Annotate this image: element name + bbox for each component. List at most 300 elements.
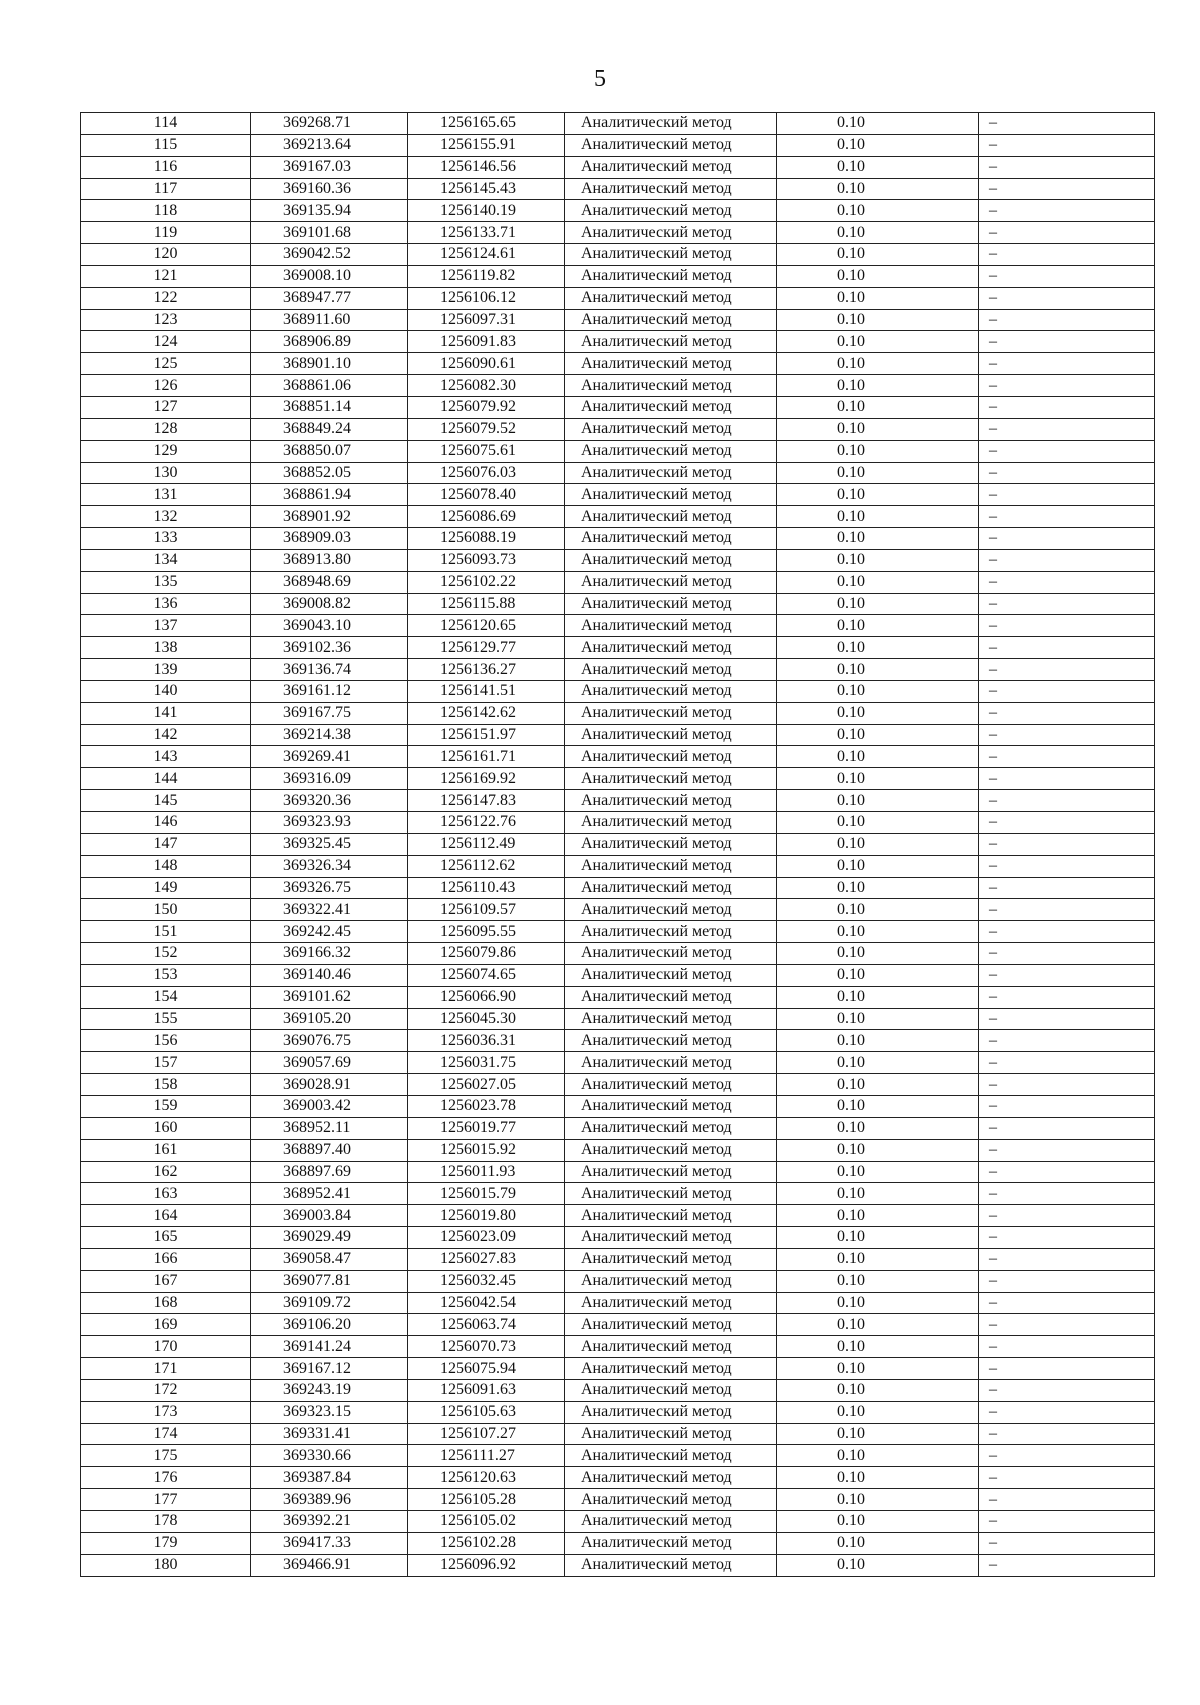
error-cell: 0.10: [777, 899, 979, 921]
point-number-cell: 177: [81, 1489, 251, 1511]
y-coordinate-cell: 1256136.27: [408, 659, 565, 681]
y-coordinate-cell: 1256097.31: [408, 309, 565, 331]
y-coordinate-cell: 1256078.40: [408, 484, 565, 506]
y-coordinate-cell: 1256112.62: [408, 855, 565, 877]
x-coordinate-cell: 369102.36: [251, 637, 408, 659]
x-coordinate-cell: 369387.84: [251, 1467, 408, 1489]
method-cell: Аналитический метод: [565, 615, 777, 637]
x-coordinate-cell: 368897.40: [251, 1139, 408, 1161]
x-coordinate-cell: 368897.69: [251, 1161, 408, 1183]
y-coordinate-cell: 1256110.43: [408, 877, 565, 899]
point-number-cell: 167: [81, 1270, 251, 1292]
table-row: [81, 659, 1155, 681]
page-number: 5: [594, 66, 606, 92]
y-coordinate-cell: 1256079.86: [408, 943, 565, 965]
x-coordinate-cell: 368901.10: [251, 353, 408, 375]
point-number-cell: 144: [81, 768, 251, 790]
table-row: [81, 331, 1155, 353]
point-number-cell: 154: [81, 986, 251, 1008]
y-coordinate-cell: 1256133.71: [408, 222, 565, 244]
note-cell: –: [979, 1489, 1155, 1511]
y-coordinate-cell: 1256155.91: [408, 134, 565, 156]
point-number-cell: 122: [81, 287, 251, 309]
y-coordinate-cell: 1256122.76: [408, 812, 565, 834]
error-cell: 0.10: [777, 1292, 979, 1314]
table-row: [81, 964, 1155, 986]
point-number-cell: 180: [81, 1554, 251, 1576]
y-coordinate-cell: 1256042.54: [408, 1292, 565, 1314]
point-number-cell: 145: [81, 790, 251, 812]
table-row: [81, 1467, 1155, 1489]
error-cell: 0.10: [777, 1183, 979, 1205]
table-row: [81, 1161, 1155, 1183]
point-number-cell: 179: [81, 1532, 251, 1554]
note-cell: –: [979, 506, 1155, 528]
x-coordinate-cell: 369167.75: [251, 702, 408, 724]
point-number-cell: 132: [81, 506, 251, 528]
method-cell: Аналитический метод: [565, 244, 777, 266]
error-cell: 0.10: [777, 1205, 979, 1227]
y-coordinate-cell: 1256112.49: [408, 833, 565, 855]
point-number-cell: 164: [81, 1205, 251, 1227]
point-number-cell: 159: [81, 1095, 251, 1117]
table-row: [81, 833, 1155, 855]
note-cell: –: [979, 418, 1155, 440]
point-number-cell: 125: [81, 353, 251, 375]
y-coordinate-cell: 1256102.22: [408, 571, 565, 593]
method-cell: Аналитический метод: [565, 593, 777, 615]
x-coordinate-cell: 369076.75: [251, 1030, 408, 1052]
note-cell: –: [979, 1030, 1155, 1052]
error-cell: 0.10: [777, 1554, 979, 1576]
x-coordinate-cell: 368913.80: [251, 549, 408, 571]
error-cell: 0.10: [777, 1227, 979, 1249]
table-row: [81, 812, 1155, 834]
x-coordinate-cell: 369323.93: [251, 812, 408, 834]
y-coordinate-cell: 1256120.63: [408, 1467, 565, 1489]
error-cell: 0.10: [777, 1314, 979, 1336]
table-row: [81, 746, 1155, 768]
note-cell: –: [979, 1445, 1155, 1467]
note-cell: –: [979, 833, 1155, 855]
method-cell: Аналитический метод: [565, 396, 777, 418]
note-cell: –: [979, 637, 1155, 659]
error-cell: 0.10: [777, 877, 979, 899]
note-cell: –: [979, 1248, 1155, 1270]
y-coordinate-cell: 1256070.73: [408, 1336, 565, 1358]
y-coordinate-cell: 1256105.28: [408, 1489, 565, 1511]
error-cell: 0.10: [777, 1467, 979, 1489]
x-coordinate-cell: 368852.05: [251, 462, 408, 484]
error-cell: 0.10: [777, 1379, 979, 1401]
note-cell: –: [979, 899, 1155, 921]
table-row: [81, 1030, 1155, 1052]
table-row: [81, 265, 1155, 287]
x-coordinate-cell: 369140.46: [251, 964, 408, 986]
point-number-cell: 176: [81, 1467, 251, 1489]
point-number-cell: 121: [81, 265, 251, 287]
x-coordinate-cell: 369028.91: [251, 1074, 408, 1096]
method-cell: Аналитический метод: [565, 1445, 777, 1467]
error-cell: 0.10: [777, 659, 979, 681]
note-cell: –: [979, 265, 1155, 287]
note-cell: –: [979, 1511, 1155, 1533]
x-coordinate-cell: 369214.38: [251, 724, 408, 746]
table-row: [81, 549, 1155, 571]
y-coordinate-cell: 1256146.56: [408, 156, 565, 178]
method-cell: Аналитический метод: [565, 178, 777, 200]
point-number-cell: 134: [81, 549, 251, 571]
table-row: [81, 200, 1155, 222]
y-coordinate-cell: 1256169.92: [408, 768, 565, 790]
method-cell: Аналитический метод: [565, 790, 777, 812]
point-number-cell: 150: [81, 899, 251, 921]
y-coordinate-cell: 1256105.63: [408, 1401, 565, 1423]
note-cell: –: [979, 877, 1155, 899]
error-cell: 0.10: [777, 1008, 979, 1030]
method-cell: Аналитический метод: [565, 309, 777, 331]
x-coordinate-cell: 369003.84: [251, 1205, 408, 1227]
table-row: [81, 484, 1155, 506]
point-number-cell: 123: [81, 309, 251, 331]
method-cell: Аналитический метод: [565, 156, 777, 178]
x-coordinate-cell: 368909.03: [251, 528, 408, 550]
note-cell: –: [979, 571, 1155, 593]
note-cell: –: [979, 353, 1155, 375]
method-cell: Аналитический метод: [565, 1030, 777, 1052]
point-number-cell: 141: [81, 702, 251, 724]
x-coordinate-cell: 368901.92: [251, 506, 408, 528]
error-cell: 0.10: [777, 113, 979, 135]
x-coordinate-cell: 369109.72: [251, 1292, 408, 1314]
x-coordinate-cell: 369213.64: [251, 134, 408, 156]
error-cell: 0.10: [777, 156, 979, 178]
error-cell: 0.10: [777, 1095, 979, 1117]
error-cell: 0.10: [777, 375, 979, 397]
error-cell: 0.10: [777, 134, 979, 156]
table-row: [81, 1423, 1155, 1445]
note-cell: –: [979, 1074, 1155, 1096]
method-cell: Аналитический метод: [565, 1336, 777, 1358]
y-coordinate-cell: 1256066.90: [408, 986, 565, 1008]
error-cell: 0.10: [777, 331, 979, 353]
note-cell: –: [979, 943, 1155, 965]
table-row: [81, 986, 1155, 1008]
method-cell: Аналитический метод: [565, 549, 777, 571]
note-cell: –: [979, 156, 1155, 178]
y-coordinate-cell: 1256090.61: [408, 353, 565, 375]
point-number-cell: 152: [81, 943, 251, 965]
error-cell: 0.10: [777, 637, 979, 659]
error-cell: 0.10: [777, 506, 979, 528]
point-number-cell: 115: [81, 134, 251, 156]
x-coordinate-cell: 369466.91: [251, 1554, 408, 1576]
error-cell: 0.10: [777, 309, 979, 331]
error-cell: 0.10: [777, 287, 979, 309]
error-cell: 0.10: [777, 921, 979, 943]
y-coordinate-cell: 1256023.78: [408, 1095, 565, 1117]
error-cell: 0.10: [777, 1489, 979, 1511]
method-cell: Аналитический метод: [565, 1095, 777, 1117]
point-number-cell: 163: [81, 1183, 251, 1205]
note-cell: –: [979, 702, 1155, 724]
note-cell: –: [979, 1423, 1155, 1445]
method-cell: Аналитический метод: [565, 1423, 777, 1445]
table-row: [81, 309, 1155, 331]
error-cell: 0.10: [777, 1139, 979, 1161]
error-cell: 0.10: [777, 571, 979, 593]
method-cell: Аналитический метод: [565, 1554, 777, 1576]
y-coordinate-cell: 1256063.74: [408, 1314, 565, 1336]
x-coordinate-cell: 369325.45: [251, 833, 408, 855]
table-row: [81, 113, 1155, 135]
point-number-cell: 171: [81, 1358, 251, 1380]
point-number-cell: 142: [81, 724, 251, 746]
error-cell: 0.10: [777, 1423, 979, 1445]
error-cell: 0.10: [777, 1030, 979, 1052]
note-cell: –: [979, 113, 1155, 135]
table-row: [81, 1489, 1155, 1511]
error-cell: 0.10: [777, 462, 979, 484]
x-coordinate-cell: 369105.20: [251, 1008, 408, 1030]
error-cell: 0.10: [777, 746, 979, 768]
table-row: [81, 702, 1155, 724]
y-coordinate-cell: 1256015.92: [408, 1139, 565, 1161]
point-number-cell: 127: [81, 396, 251, 418]
y-coordinate-cell: 1256079.52: [408, 418, 565, 440]
error-cell: 0.10: [777, 702, 979, 724]
note-cell: –: [979, 462, 1155, 484]
error-cell: 0.10: [777, 353, 979, 375]
table-row: [81, 877, 1155, 899]
y-coordinate-cell: 1256093.73: [408, 549, 565, 571]
method-cell: Аналитический метод: [565, 462, 777, 484]
error-cell: 0.10: [777, 1270, 979, 1292]
note-cell: –: [979, 812, 1155, 834]
table-row: [81, 440, 1155, 462]
y-coordinate-cell: 1256145.43: [408, 178, 565, 200]
x-coordinate-cell: 369392.21: [251, 1511, 408, 1533]
point-number-cell: 149: [81, 877, 251, 899]
x-coordinate-cell: 369135.94: [251, 200, 408, 222]
table-row: [81, 615, 1155, 637]
error-cell: 0.10: [777, 265, 979, 287]
point-number-cell: 158: [81, 1074, 251, 1096]
note-cell: –: [979, 1358, 1155, 1380]
method-cell: Аналитический метод: [565, 571, 777, 593]
note-cell: –: [979, 1227, 1155, 1249]
note-cell: –: [979, 1270, 1155, 1292]
y-coordinate-cell: 1256027.83: [408, 1248, 565, 1270]
point-number-cell: 136: [81, 593, 251, 615]
y-coordinate-cell: 1256107.27: [408, 1423, 565, 1445]
method-cell: Аналитический метод: [565, 1008, 777, 1030]
table-row: [81, 1314, 1155, 1336]
method-cell: Аналитический метод: [565, 833, 777, 855]
x-coordinate-cell: 368947.77: [251, 287, 408, 309]
y-coordinate-cell: 1256019.77: [408, 1117, 565, 1139]
point-number-cell: 169: [81, 1314, 251, 1336]
table-row: [81, 178, 1155, 200]
x-coordinate-cell: 369101.68: [251, 222, 408, 244]
method-cell: Аналитический метод: [565, 899, 777, 921]
note-cell: –: [979, 680, 1155, 702]
x-coordinate-cell: 369243.19: [251, 1379, 408, 1401]
table-row: [81, 637, 1155, 659]
y-coordinate-cell: 1256074.65: [408, 964, 565, 986]
method-cell: Аналитический метод: [565, 1205, 777, 1227]
y-coordinate-cell: 1256109.57: [408, 899, 565, 921]
table-row: [81, 680, 1155, 702]
table-row: [81, 1205, 1155, 1227]
note-cell: –: [979, 593, 1155, 615]
table-row: [81, 287, 1155, 309]
note-cell: –: [979, 1554, 1155, 1576]
table-row: [81, 134, 1155, 156]
point-number-cell: 126: [81, 375, 251, 397]
note-cell: –: [979, 134, 1155, 156]
x-coordinate-cell: 369320.36: [251, 790, 408, 812]
table-row: [81, 1445, 1155, 1467]
method-cell: Аналитический метод: [565, 353, 777, 375]
y-coordinate-cell: 1256086.69: [408, 506, 565, 528]
table-row: [81, 418, 1155, 440]
method-cell: Аналитический метод: [565, 877, 777, 899]
method-cell: Аналитический метод: [565, 1074, 777, 1096]
y-coordinate-cell: 1256151.97: [408, 724, 565, 746]
table-row: [81, 1379, 1155, 1401]
method-cell: Аналитический метод: [565, 659, 777, 681]
table-row: [81, 593, 1155, 615]
y-coordinate-cell: 1256142.62: [408, 702, 565, 724]
method-cell: Аналитический метод: [565, 1117, 777, 1139]
method-cell: Аналитический метод: [565, 440, 777, 462]
method-cell: Аналитический метод: [565, 768, 777, 790]
table-row: [81, 855, 1155, 877]
table-row: [81, 1052, 1155, 1074]
method-cell: Аналитический метод: [565, 375, 777, 397]
note-cell: –: [979, 440, 1155, 462]
error-cell: 0.10: [777, 812, 979, 834]
x-coordinate-cell: 369322.41: [251, 899, 408, 921]
x-coordinate-cell: 369268.71: [251, 113, 408, 135]
table-row: [81, 1008, 1155, 1030]
point-number-cell: 116: [81, 156, 251, 178]
y-coordinate-cell: 1256105.02: [408, 1511, 565, 1533]
error-cell: 0.10: [777, 1445, 979, 1467]
error-cell: 0.10: [777, 986, 979, 1008]
error-cell: 0.10: [777, 1117, 979, 1139]
note-cell: –: [979, 1095, 1155, 1117]
error-cell: 0.10: [777, 1532, 979, 1554]
y-coordinate-cell: 1256079.92: [408, 396, 565, 418]
x-coordinate-cell: 369167.12: [251, 1358, 408, 1380]
error-cell: 0.10: [777, 1074, 979, 1096]
note-cell: –: [979, 1467, 1155, 1489]
y-coordinate-cell: 1256140.19: [408, 200, 565, 222]
table-row: [81, 1227, 1155, 1249]
method-cell: Аналитический метод: [565, 484, 777, 506]
method-cell: Аналитический метод: [565, 528, 777, 550]
x-coordinate-cell: 368849.24: [251, 418, 408, 440]
note-cell: –: [979, 1205, 1155, 1227]
table-row: [81, 1292, 1155, 1314]
y-coordinate-cell: 1256088.19: [408, 528, 565, 550]
error-cell: 0.10: [777, 1248, 979, 1270]
point-number-cell: 138: [81, 637, 251, 659]
table-row: [81, 1139, 1155, 1161]
note-cell: –: [979, 528, 1155, 550]
method-cell: Аналитический метод: [565, 1511, 777, 1533]
x-coordinate-cell: 369323.15: [251, 1401, 408, 1423]
point-number-cell: 160: [81, 1117, 251, 1139]
x-coordinate-cell: 369029.49: [251, 1227, 408, 1249]
point-number-cell: 140: [81, 680, 251, 702]
note-cell: –: [979, 484, 1155, 506]
method-cell: Аналитический метод: [565, 1161, 777, 1183]
x-coordinate-cell: 369269.41: [251, 746, 408, 768]
method-cell: Аналитический метод: [565, 1379, 777, 1401]
table-row: [81, 396, 1155, 418]
method-cell: Аналитический метод: [565, 637, 777, 659]
point-number-cell: 161: [81, 1139, 251, 1161]
method-cell: Аналитический метод: [565, 746, 777, 768]
point-number-cell: 119: [81, 222, 251, 244]
point-number-cell: 156: [81, 1030, 251, 1052]
y-coordinate-cell: 1256102.28: [408, 1532, 565, 1554]
method-cell: Аналитический метод: [565, 1467, 777, 1489]
note-cell: –: [979, 855, 1155, 877]
x-coordinate-cell: 369058.47: [251, 1248, 408, 1270]
method-cell: Аналитический метод: [565, 1183, 777, 1205]
y-coordinate-cell: 1256031.75: [408, 1052, 565, 1074]
method-cell: Аналитический метод: [565, 1052, 777, 1074]
table-row: [81, 1183, 1155, 1205]
table-row: [81, 244, 1155, 266]
note-cell: –: [979, 768, 1155, 790]
table-row: [81, 528, 1155, 550]
y-coordinate-cell: 1256161.71: [408, 746, 565, 768]
y-coordinate-cell: 1256036.31: [408, 1030, 565, 1052]
note-cell: –: [979, 964, 1155, 986]
note-cell: –: [979, 1314, 1155, 1336]
method-cell: Аналитический метод: [565, 1248, 777, 1270]
x-coordinate-cell: 368906.89: [251, 331, 408, 353]
x-coordinate-cell: 369417.33: [251, 1532, 408, 1554]
note-cell: –: [979, 1401, 1155, 1423]
point-number-cell: 114: [81, 113, 251, 135]
y-coordinate-cell: 1256023.09: [408, 1227, 565, 1249]
method-cell: Аналитический метод: [565, 812, 777, 834]
method-cell: Аналитический метод: [565, 331, 777, 353]
error-cell: 0.10: [777, 528, 979, 550]
y-coordinate-cell: 1256141.51: [408, 680, 565, 702]
x-coordinate-cell: 369242.45: [251, 921, 408, 943]
y-coordinate-cell: 1256027.05: [408, 1074, 565, 1096]
note-cell: –: [979, 1161, 1155, 1183]
point-number-cell: 143: [81, 746, 251, 768]
note-cell: –: [979, 375, 1155, 397]
method-cell: Аналитический метод: [565, 855, 777, 877]
y-coordinate-cell: 1256124.61: [408, 244, 565, 266]
error-cell: 0.10: [777, 1401, 979, 1423]
point-number-cell: 146: [81, 812, 251, 834]
point-number-cell: 173: [81, 1401, 251, 1423]
x-coordinate-cell: 368861.06: [251, 375, 408, 397]
x-coordinate-cell: 369330.66: [251, 1445, 408, 1467]
y-coordinate-cell: 1256032.45: [408, 1270, 565, 1292]
error-cell: 0.10: [777, 790, 979, 812]
